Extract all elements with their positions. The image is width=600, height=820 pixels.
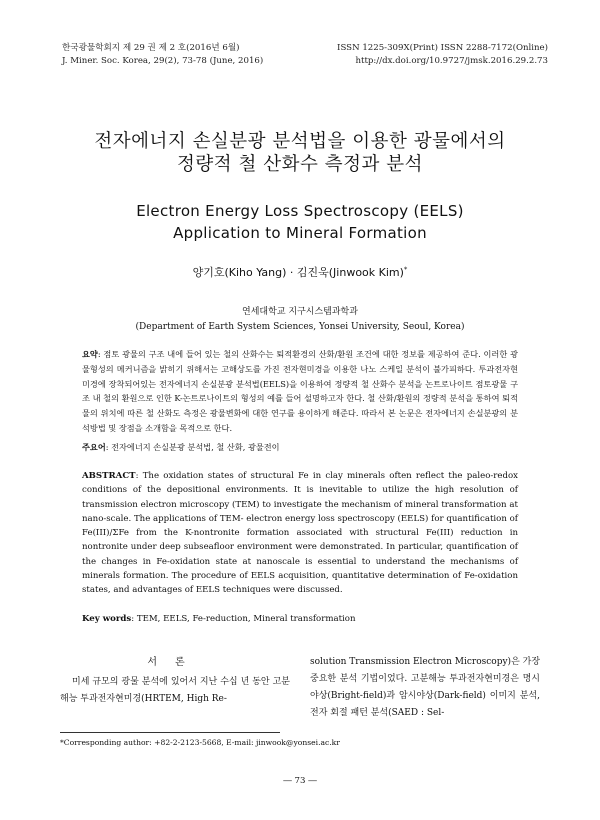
- footnote-corresponding-author: *Corresponding author: +82-2-2123-5668, E-mail: jinwook@yonsei.ac.kr: [60, 738, 340, 747]
- keywords-english: [82, 614, 518, 624]
- title-english: [0, 200, 600, 244]
- abstract-english: [82, 469, 518, 598]
- abstract-korean-text: : 점토 광물의 구조 내에 들어 있는 철의 산화수는 퇴적환경의 산화/환원 조건에 대한 정보를 제공하여 준다. 이러한 광물형성의 메커니즘을 밝히기 위해서는 고해상도를 가진 전자현미경을 이용한 나노 스케일 분석이 불가피하다. 투과전자현미경에 장착되어있는 전자에너지 손실분광 분석법(EELS)을 이용하여 정량적 철 산화수 분석을 논트로나이트 점토광물 구조 내 철의 환원으로 인한 K-논트로나이트의 형성의 예를 들어 설명하고자 한다. 철 산화/환원의 정량적 분석을 통하여 퇴적물의 위치에 따른 철 산화도 측정은 광물변화에 대한 연구를 용이하게 해준다. 따라서 본 논문은 전자에너지 손실분광의 분석방법 및 장점을 소개함을 목적으로 한다.: [82, 349, 518, 433]
- abstract-korean-label: 요약: [82, 349, 98, 359]
- journal-header-left: [62, 42, 263, 68]
- affiliation: [0, 305, 600, 335]
- intro-paragraph-left: 미세 규모의 광물 분석에 있어서 지난 수십 년 동안 고분해능 투과전자현미경(HRTEM, High Re-: [60, 677, 290, 704]
- corresponding-mark: *: [403, 265, 408, 274]
- title-english-line-1: Electron Energy Loss Spectroscopy (EELS): [136, 202, 464, 220]
- keywords-korean-label: 주요어: [82, 442, 106, 452]
- journal-citation-korean: 한국광물학회지 제 29 권 제 2 호(2016년 6월): [62, 43, 240, 53]
- author-names: 양기호(Kiho Yang) · 김진욱(Jinwook Kim): [192, 266, 404, 279]
- journal-header-right: [337, 42, 548, 68]
- keywords-english-label: Key words: [82, 614, 132, 624]
- keywords-korean: [82, 442, 518, 453]
- abstract-english-label: ABSTRACT: [82, 471, 136, 481]
- keywords-english-text: : TEM, EELS, Fe-reduction, Mineral transformation: [131, 614, 356, 624]
- abstract-korean: [82, 347, 518, 436]
- title-english-line-2: Application to Mineral Formation: [173, 224, 427, 242]
- issn: ISSN 1225-309X(Print) ISSN 2288-7172(Online): [337, 43, 548, 53]
- title-korean: [0, 130, 600, 176]
- affiliation-korean: 연세대학교 지구시스템과학과: [242, 307, 358, 317]
- authors: [0, 264, 600, 280]
- doi-link[interactable]: http://dx.doi.org/10.9727/jmsk.2016.29.2.73: [355, 56, 548, 66]
- section-title-introduction: 서론: [147, 657, 203, 668]
- title-korean-line-1: 전자에너지 손실분광 분석법을 이용한 광물에서의: [94, 131, 506, 152]
- journal-citation-english: J. Miner. Soc. Korea, 29(2), 73-78 (June, 2016): [62, 56, 264, 66]
- body-column-right: [310, 654, 540, 722]
- page-number: ― 73 ―: [283, 776, 317, 786]
- footnote-divider: [60, 732, 280, 733]
- abstract-english-text: : The oxidation states of structural Fe in clay minerals often reflect the paleo-redox conditions of the depositional environments. It is inevitable to utilize the high resolution of transmission electron microscopy (TEM) to investigate the mechanism of mineral transformation at nano-scale. The applications of TEM- electron energy loss spectroscopy (EELS) for quantification of Fe(III)/ΣFe from the K-nontronite formation associated with structural Fe(III) reduction in nontronite under deep subseafloor environment were demonstrated. In particular, quantification of the changes in Fe-oxidation state at nanoscale is essential to understand the mechanisms of minerals formation. The procedure of EELS acquisition, quantitative determination of Fe-oxidation states, and advantages of EELS techniques were discussed.: [82, 471, 518, 596]
- intro-paragraph-right: solution Transmission Electron Microscopy)은 가장 중요한 분석 기법이었다. 고분해능 투과전자현미경은 명시야상(Bright-field)과 암시야상(Dark-field) 이미지 분석, 전자 회절 패턴 분석(SAED : Sel-: [310, 657, 541, 718]
- affiliation-english: (Department of Earth System Sciences, Yonsei University, Seoul, Korea): [135, 322, 465, 332]
- body-column-left: [60, 654, 290, 708]
- keywords-korean-text: : 전자에너지 손실분광 분석법, 철 산화, 광물전이: [105, 442, 280, 452]
- title-korean-line-2: 정량적 철 산화수 측정과 분석: [177, 154, 423, 175]
